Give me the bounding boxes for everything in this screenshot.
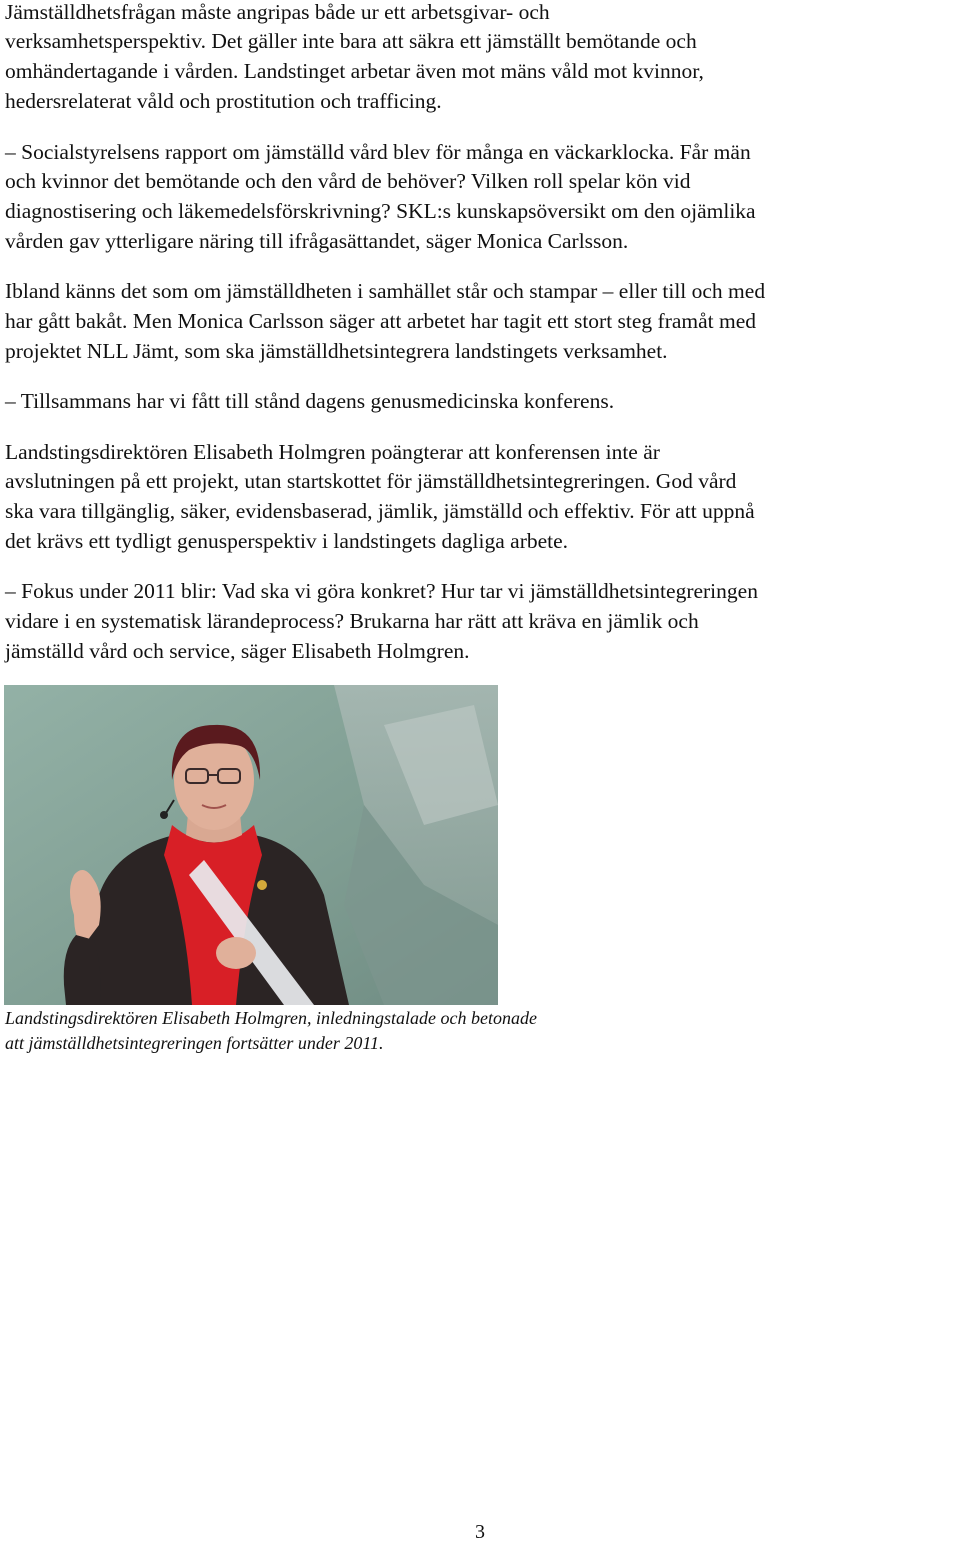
body-text-line: Ibland känns det som om jämställdheten i samhället står och stampar – eller till och med	[5, 279, 766, 303]
body-text-line: projektet NLL Jämt, som ska jämställdhetsintegrera landstingets verksamhet.	[5, 339, 668, 363]
body-text-line: jämställd vård och service, säger Elisabeth Holmgren.	[5, 639, 470, 663]
speaker-photo-illustration	[4, 685, 498, 1005]
body-text-line: hedersrelaterat våld och prostitution och trafficing.	[5, 89, 442, 113]
body-text-line: omhändertagande i vården. Landstinget arbetar även mot mäns våld mot kvinnor,	[5, 59, 704, 83]
page-number: 3	[475, 1521, 485, 1543]
body-text-line: Landstingsdirektören Elisabeth Holmgren poängterar att konferensen inte är	[5, 440, 660, 464]
body-text-line: och kvinnor det bemötande och den vård de behöver? Vilken roll spelar kön vid	[5, 169, 691, 193]
body-text-line: – Tillsammans har vi fått till stånd dagens genusmedicinska konferens.	[5, 389, 615, 413]
speaker-photo	[4, 685, 498, 1005]
body-text-line: verksamhetsperspektiv. Det gäller inte bara att säkra ett jämställt bemötande och	[5, 29, 697, 53]
body-text-line: det krävs ett tydligt genusperspektiv i landstingets dagliga arbete.	[5, 529, 569, 553]
body-text-line: – Socialstyrelsens rapport om jämställd vård blev för många en väckarklocka. Får män	[5, 140, 751, 164]
photo-caption-line: att jämställdhetsintegreringen fortsätter under 2011.	[5, 1033, 384, 1053]
body-text-line: vidare i en systematisk lärandeprocess? Brukarna har rätt att kräva en jämlik och	[5, 609, 699, 633]
body-text-line: diagnostisering och läkemedelsförskrivning? SKL:s kunskapsöversikt om den ojämlika	[5, 199, 756, 223]
body-text-line: vården gav ytterligare näring till ifrågasättandet, säger Monica Carlsson.	[5, 229, 629, 253]
body-text-line: avslutningen på ett projekt, utan startskottet för jämställdhetsintegreringen. God vård	[5, 469, 737, 493]
body-text-line: har gått bakåt. Men Monica Carlsson säger att arbetet har tagit ett stort steg framåt med	[5, 309, 757, 333]
photo-caption-line: Landstingsdirektören Elisabeth Holmgren, inledningstalade och betonade	[5, 1008, 537, 1028]
body-text-line: – Fokus under 2011 blir: Vad ska vi göra konkret? Hur tar vi jämställdhetsintegreringen	[5, 579, 758, 603]
body-text-line: ska vara tillgänglig, säker, evidensbaserad, jämlik, jämställd och effektiv. För att uppnå	[5, 499, 755, 523]
body-text-line: Jämställdhetsfrågan måste angripas både ur ett arbetsgivar- och	[5, 0, 550, 24]
